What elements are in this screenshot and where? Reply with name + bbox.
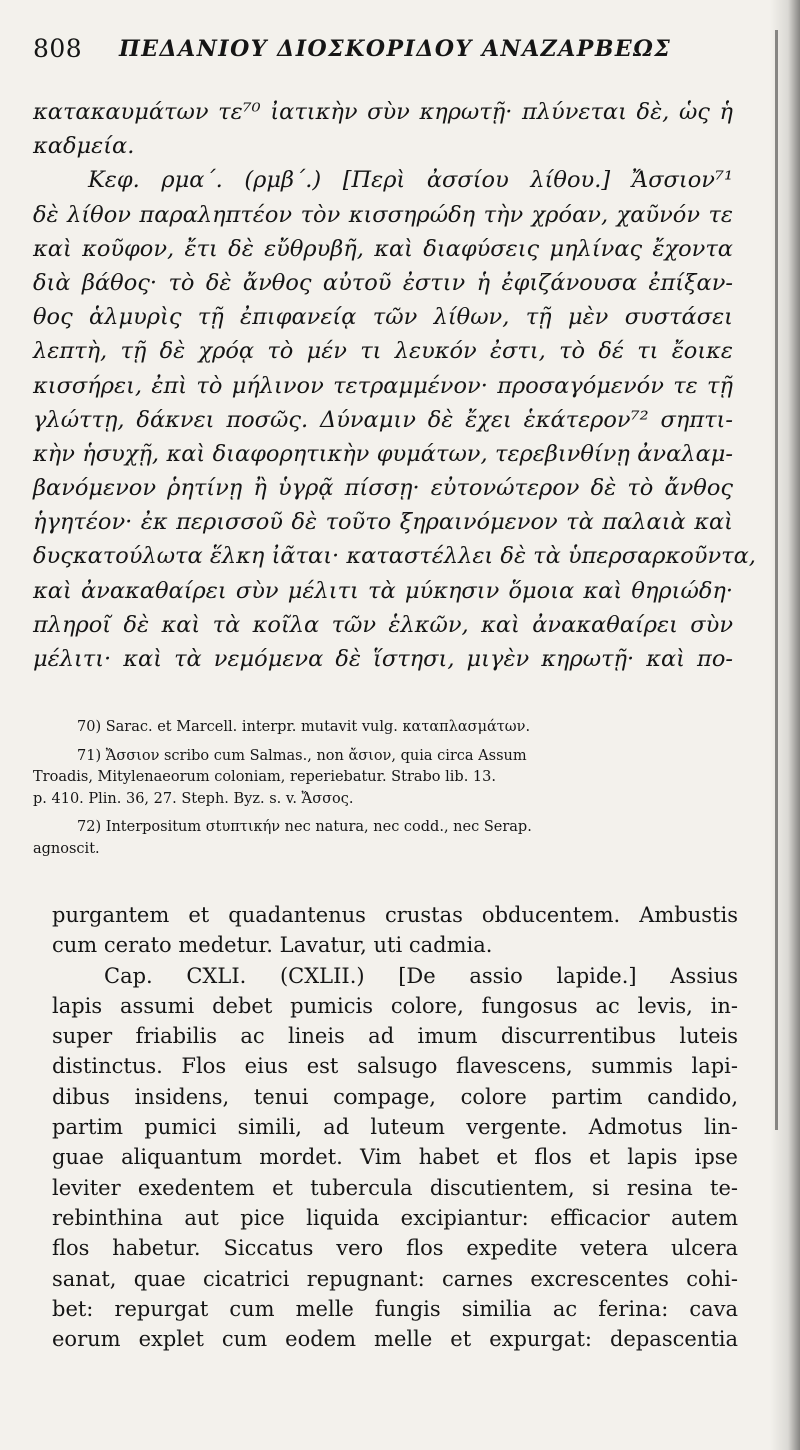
latin-line: dibus insidens, tenui compage, colore partim candido, [52, 1084, 738, 1109]
footnote-line: 71) Ἄσσιον scribo cum Salmas., non ἄσιον, quia circa Assum [77, 747, 527, 764]
greek-line: ἡγητέον· ἐκ περισσοῦ δὲ τοῦτο ξηραινόμενον τὰ παλαιὰ καὶ [33, 509, 733, 536]
latin-line: partim pumici simili, ad luteum vergente. Admotus lin- [52, 1115, 738, 1140]
greek-line: λεπτὴ, τῇ δὲ χρόᾳ τὸ μέν τι λευκόν ἐστι, τὸ δέ τι ἔοικε [33, 338, 733, 365]
footnote-71 [33, 746, 793, 811]
greek-line: θος ἁλμυρὶς τῇ ἐπιφανείᾳ τῶν λίθων, τῇ μὲν συστάσει [33, 304, 733, 331]
latin-line: purgantem et quadantenus crustas obducentem. Ambustis [52, 903, 738, 927]
latin-line: distinctus. Flos eius est salsugo flavescens, summis lapi- [52, 1054, 738, 1079]
greek-line: καδμεία. [33, 133, 135, 160]
latin-text-block [52, 900, 738, 1354]
running-header [33, 34, 733, 78]
greek-line: διὰ βάθος· τὸ δὲ ἄνθος αὐτοῦ ἐστιν ἡ ἐφιζάνουσα ἐπίξαν- [33, 269, 733, 296]
latin-line: cum cerato medetur. Lavatur, uti cadmia. [52, 933, 493, 958]
greek-line: κὴν ἡσυχῇ, καὶ διαφορητικὴν φυμάτων, τερεβινθίνῃ ἀναλαμ- [33, 440, 733, 467]
greek-line: δυςκατούλωτα ἕλκη ἰᾶται· καταστέλλει δὲ τὰ ὑπερσαρκοῦντα, [33, 543, 756, 570]
greek-line: γλώττῃ, δάκνει ποσῶς. Δύναμιν δὲ ἔχει ἑκάτερον⁷² σηπτι- [33, 406, 733, 433]
latin-line: super friabilis ac lineis ad imum discurrentibus luteis [52, 1024, 738, 1049]
footnote-72 [33, 817, 793, 860]
latin-line: leviter exedentem et tubercula discutientem, si resina te- [52, 1175, 738, 1200]
greek-line: κισσήρει, ἐπὶ τὸ μήλινον τετραμμένον· προσαγόμενόν τε τῇ [33, 372, 733, 399]
greek-line: πληροῖ δὲ καὶ τὰ κοῖλα τῶν ἑλκῶν, καὶ ἀνακαθαίρει σὺν [33, 611, 733, 638]
greek-line: δὲ λίθον παραληπτέον τὸν κισσηρώδη τὴν χρόαν, χαῦνόν τε [33, 201, 733, 228]
footnotes [33, 717, 793, 867]
running-title: ΠΕΔΑΝΙΟΥ ΔΙΟΣΚΟΡΙΔΟΥ ΑΝΑΖΑΡΒΕΩΣ [119, 36, 672, 62]
greek-line: κατακαυμάτων τε⁷⁰ ἰατικὴν σὺν κηρωτῇ· πλύνεται δὲ, ὡς ἡ [33, 99, 733, 125]
greek-line: καὶ κοῦφον, ἔτι δὲ εὔθρυβῆ, καὶ διαφύσεις μηλίνας ἔχοντα [33, 235, 733, 262]
latin-line: guae aliquantum mordet. Vim habet et flos et lapis ipse [52, 1145, 738, 1170]
greek-text-block [33, 95, 756, 676]
footnote-70 [33, 717, 793, 739]
footnote-line: 70) Sarac. et Marcell. interpr. mutavit vulg. καταπλασμάτων. [77, 719, 531, 735]
latin-line: bet: repurgat cum melle fungis similia ac ferina: cava [52, 1296, 738, 1321]
greek-chapter-heading-line: Κεφ. ρμα΄. (ρμβ΄.) [Περὶ ἀσσίου λίθου.] Ἄσσιον⁷¹ [88, 167, 733, 194]
latin-line: rebinthina aut pice liquida excipiantur: efficacior autem [52, 1205, 738, 1230]
footnote-line: agnoscit. [33, 840, 100, 857]
latin-line: sanat, quae cicatrici repugnant: carnes excrescentes cohi- [52, 1266, 738, 1291]
page-number: 808 [33, 34, 83, 63]
page-edge-rule [775, 30, 778, 1130]
latin-line: flos habetur. Siccatus vero flos expedite vetera ulcera [52, 1236, 738, 1261]
footnote-line: p. 410. Plin. 36, 27. Steph. Byz. s. v. Ἄσσος. [33, 790, 354, 807]
greek-line: βανόμενον ῥητίνῃ ἢ ὑγρᾷ πίσσῃ· εὐτονώτερον δὲ τὸ ἄνθος [33, 475, 733, 502]
footnote-line: Troadis, Mitylenaeorum coloniam, reperiebatur. Strabo lib. 13. [33, 769, 496, 785]
latin-line: lapis assumi debet pumicis colore, fungosus ac levis, in- [52, 993, 738, 1018]
latin-line: eorum explet cum eodem melle et expurgat: depascentia [52, 1327, 738, 1352]
greek-line: μέλιτι· καὶ τὰ νεμόμενα δὲ ἵστησι, μιγὲν κηρωτῇ· καὶ πο- [33, 646, 733, 672]
footnote-line: 72) Interpositum σtυπτικήν nec natura, nec codd., nec Serap. [77, 819, 532, 835]
latin-chapter-heading-line: Cap. CXLI. (CXLII.) [De assio lapide.] Assius [104, 963, 738, 988]
greek-line: καὶ ἀνακαθαίρει σὺν μέλιτι τὰ μύκησιν ὅμοια καὶ θηριώδη· [33, 577, 733, 604]
